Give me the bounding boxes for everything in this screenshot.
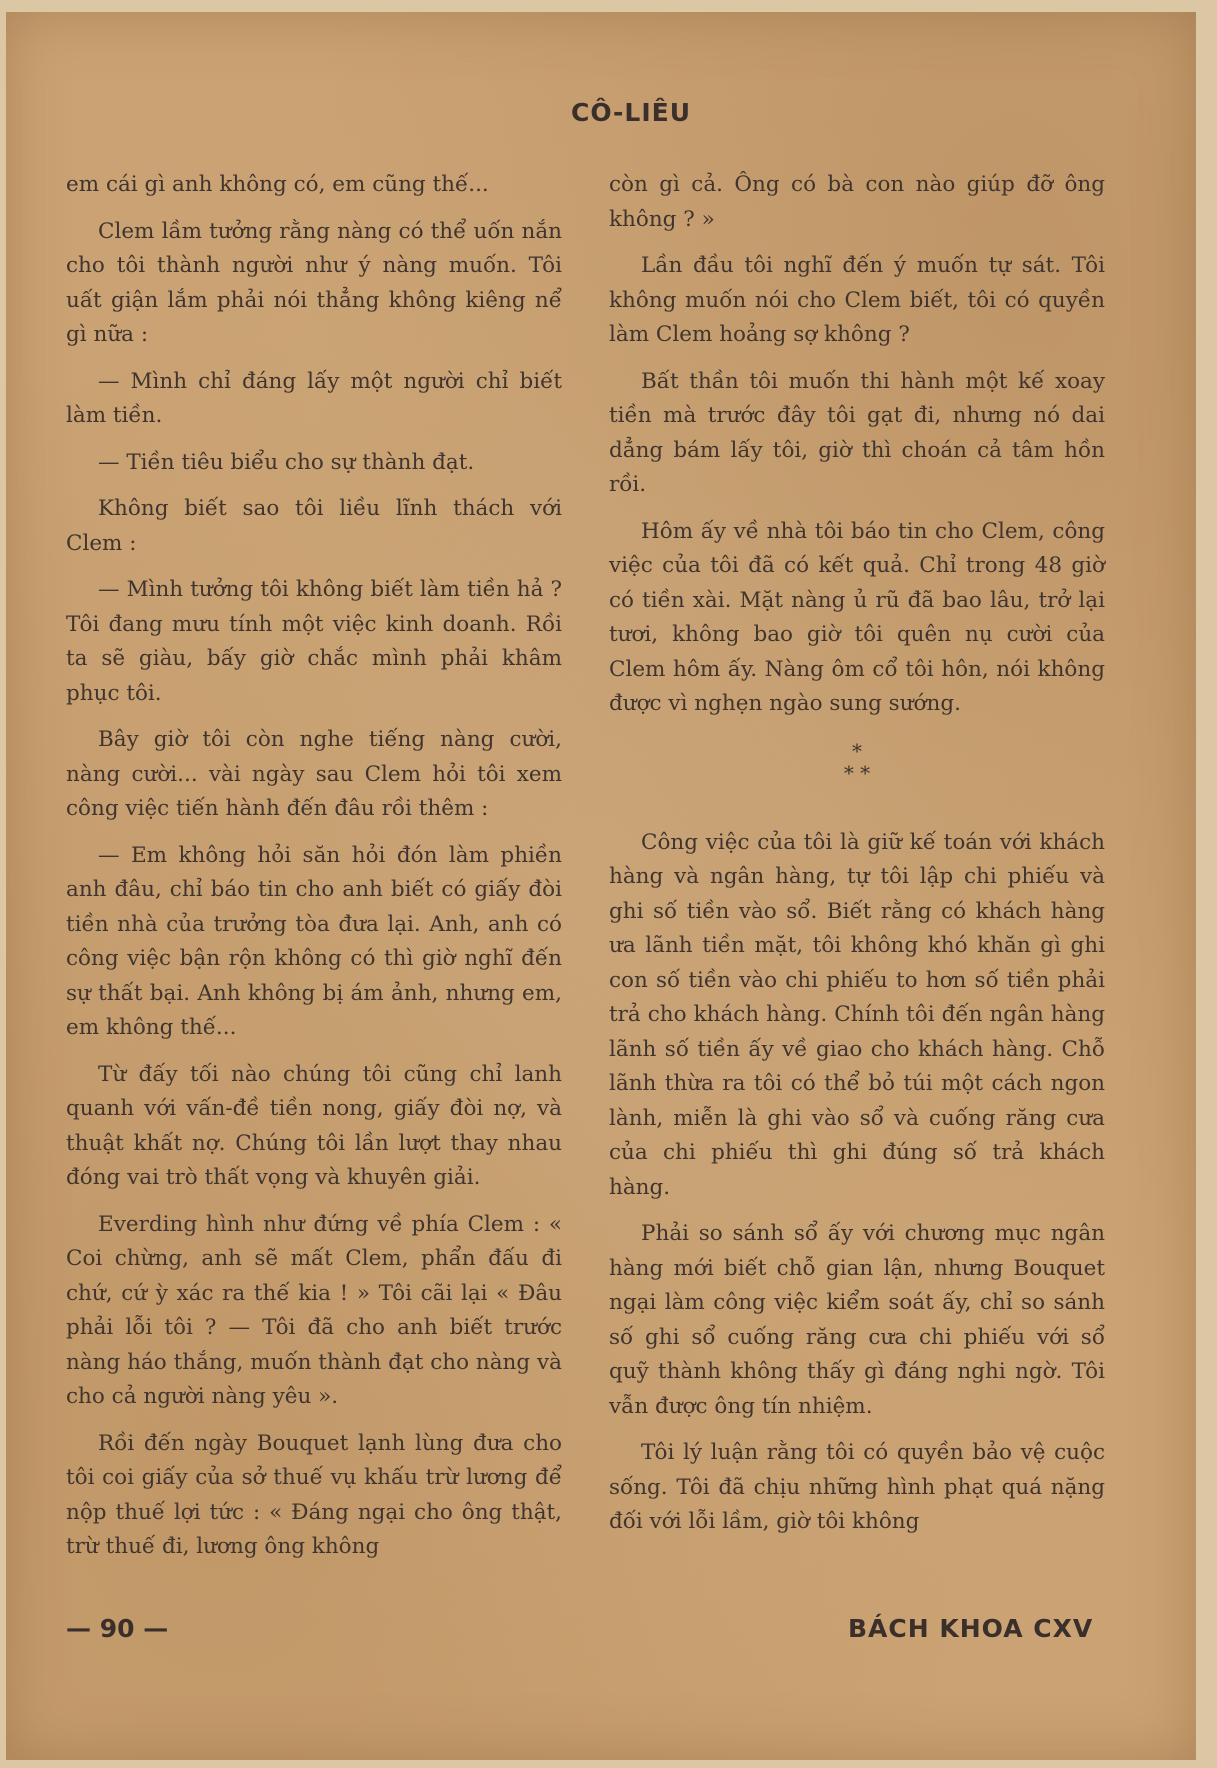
paragraph: Phải so sánh sổ ấy với chương mục ngân hàng mới biết chỗ gian lận, nhưng Bouquet ngại làm công việc kiểm soát ấy, chỉ so sánh số ghi sổ cuống răng cưa chi phiếu với sổ quỹ thành không thấy gì đáng nghi ngờ. Tôi vẫn được ông tín nhiệm. — [609, 1221, 1105, 1419]
right-column — [609, 168, 1105, 1552]
page-number: — 90 — — [66, 1614, 169, 1643]
paragraph: Bất thần tôi muốn thi hành một kế xoay tiền mà trước đây tôi gạt đi, nhưng nó dai dẳng bám lấy tôi, giờ thì choán cả tâm hồn rồi. — [609, 368, 1105, 497]
paragraph: Bây giờ tôi còn nghe tiếng nàng cười, nàng cười... vài ngày sau Clem hỏi tôi xem công việc tiến hành đến đâu rồi thêm : — [66, 727, 562, 821]
paragraph: Từ đấy tối nào chúng tôi cũng chỉ lanh quanh với vấn-đề tiền nong, giấy đòi nợ, và thuật khất nợ. Chúng tôi lần lượt thay nhau đóng vai trò thất vọng và khuyên giải. — [66, 1061, 562, 1190]
paragraph: — Mình tưởng tôi không biết làm tiền hả ? Tôi đang mưu tính một việc kinh doanh. Rồi ta sẽ giàu, bấy giờ chắc mình phải khâm phục tôi. — [66, 577, 562, 706]
paragraph: Tôi lý luận rằng tôi có quyền bảo vệ cuộc sống. Tôi đã chịu những hình phạt quá nặng đối với lỗi lầm, giờ tôi không — [609, 1440, 1105, 1534]
running-header: CÔ-LIÊU — [570, 98, 692, 127]
paragraph: Công việc của tôi là giữ kế toán với khách hàng và ngân hàng, tự tôi lập chi phiếu và ghi số tiền vào sổ. Biết rằng có khách hàng ưa lãnh tiền mặt, tôi không khó khăn gì ghi con số tiền vào chi phiếu to hơn số tiền phải trả cho khách hàng. Chính tôi đến ngân hàng lãnh số tiền ấy về giao cho khách hàng. Chỗ lãnh thừa ra tôi có thể bỏ túi một cách ngon lành, miễn là ghi vào sổ và cuống răng cưa của chi phiếu thì ghi đúng số trả khách hàng. — [609, 829, 1105, 1200]
page-sheet — [6, 12, 1196, 1760]
paragraph: Rồi đến ngày Bouquet lạnh lùng đưa cho tôi coi giấy của sở thuế vụ khấu trừ lương để nộp thuế lợi tức : « Đáng ngại cho ông thật, trừ thuế đi, lương ông không — [66, 1430, 562, 1559]
paragraph: — Em không hỏi săn hỏi đón làm phiền anh đâu, chỉ báo tin cho anh biết có giấy đòi tiền nhà của trưởng tòa đưa lại. Anh, anh có công việc bận rộn không có thì giờ nghĩ đến sự thất bại. Anh không bị ám ảnh, nhưng em, em không thế... — [66, 842, 562, 1040]
paragraph: em cái gì anh không có, em cũng thế... — [66, 172, 489, 197]
paragraph: còn gì cả. Ông có bà con nào giúp đỡ ông không ? » — [609, 172, 1105, 232]
paragraph: Everding hình như đứng về phía Clem : « Coi chừng, anh sẽ mất Clem, phẩn đấu đi chứ, cứ ỳ xác ra thế kia ! » Tôi cãi lại « Đâu phải lỗi tôi ? — Tôi đã cho anh biết trước nàng háo thắng, muốn thành đạt cho nàng và cho cả người nàng yêu ». — [66, 1211, 562, 1409]
separator-star-bottom: * * — [843, 760, 871, 785]
section-separator — [609, 740, 1105, 784]
magazine-name: BÁCH KHOA CXV — [848, 1614, 1094, 1643]
left-column — [66, 168, 562, 1577]
paragraph: Lần đầu tôi nghĩ đến ý muốn tự sát. Tôi không muốn nói cho Clem biết, tôi có quyền làm Clem hoảng sợ không ? — [609, 253, 1105, 347]
paragraph: Clem lầm tưởng rằng nàng có thể uốn nắn cho tôi thành người như ý nàng muốn. Tôi uất giận lắm phải nói thẳng không kiêng nể gì nữa : — [66, 218, 562, 347]
separator-star-top: * — [852, 738, 862, 763]
paragraph: Không biết sao tôi liều lĩnh thách với Clem : — [66, 496, 562, 556]
paragraph: — Mình chỉ đáng lấy một người chỉ biết làm tiền. — [66, 368, 562, 428]
paragraph: Hôm ấy về nhà tôi báo tin cho Clem, công việc của tôi đã có kết quả. Chỉ trong 48 giờ có tiền xài. Mặt nàng ủ rũ đã bao lâu, trở lại tươi, không bao giờ tôi quên nụ cười của Clem hôm ấy. Nàng ôm cổ tôi hôn, nói không được vì nghẹn ngào sung sướng. — [609, 518, 1105, 716]
paragraph: — Tiền tiêu biểu cho sự thành đạt. — [98, 449, 475, 475]
